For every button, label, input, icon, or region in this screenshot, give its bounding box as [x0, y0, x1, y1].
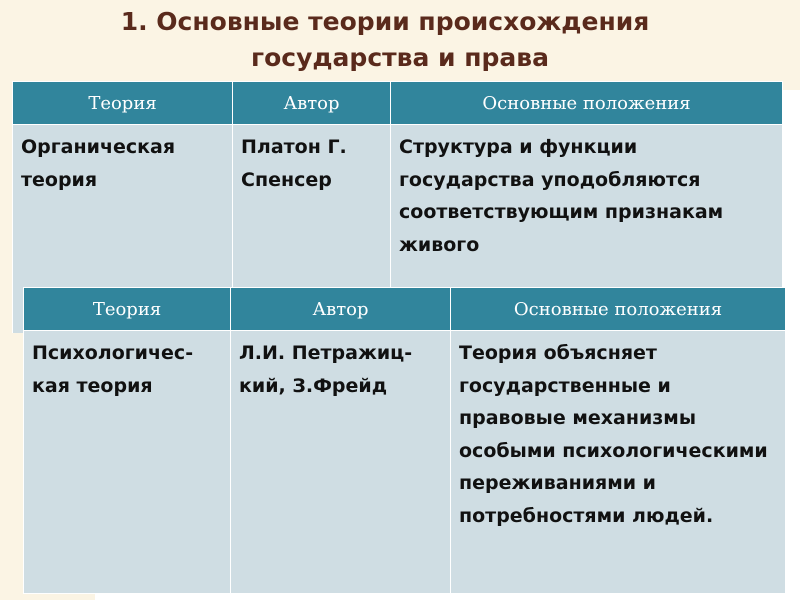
cell-provisions: Структура и функции государства уподобляются соответствующим признакам живого: [391, 125, 783, 334]
table-header-row: [24, 288, 786, 331]
header-theory: Теория: [13, 82, 233, 125]
header-author: Автор: [231, 288, 451, 331]
header-author: Автор: [233, 82, 391, 125]
title-line-1: 1. Основные теории происхождения: [120, 7, 650, 36]
header-provisions: Основные положения: [451, 288, 786, 331]
cell-author: Платон Г. Спенсер: [233, 125, 391, 334]
table-header-row: [13, 82, 783, 125]
header-theory: Теория: [24, 288, 231, 331]
header-provisions: Основные положения: [391, 82, 783, 125]
slide-title: [0, 4, 800, 76]
psychological-theory-table: [23, 287, 786, 594]
table-row: [24, 331, 786, 594]
title-line-2: государства и права: [251, 43, 549, 72]
cell-theory: Органическая теория: [13, 125, 233, 334]
cell-author: Л.И. Петражиц-кий, З.Фрейд: [231, 331, 451, 594]
cell-theory: Психологичес-кая теория: [24, 331, 231, 594]
cell-provisions: Теория объясняет государственные и правовые механизмы особыми психологическими переживаниями и потребностями людей.: [451, 331, 786, 594]
